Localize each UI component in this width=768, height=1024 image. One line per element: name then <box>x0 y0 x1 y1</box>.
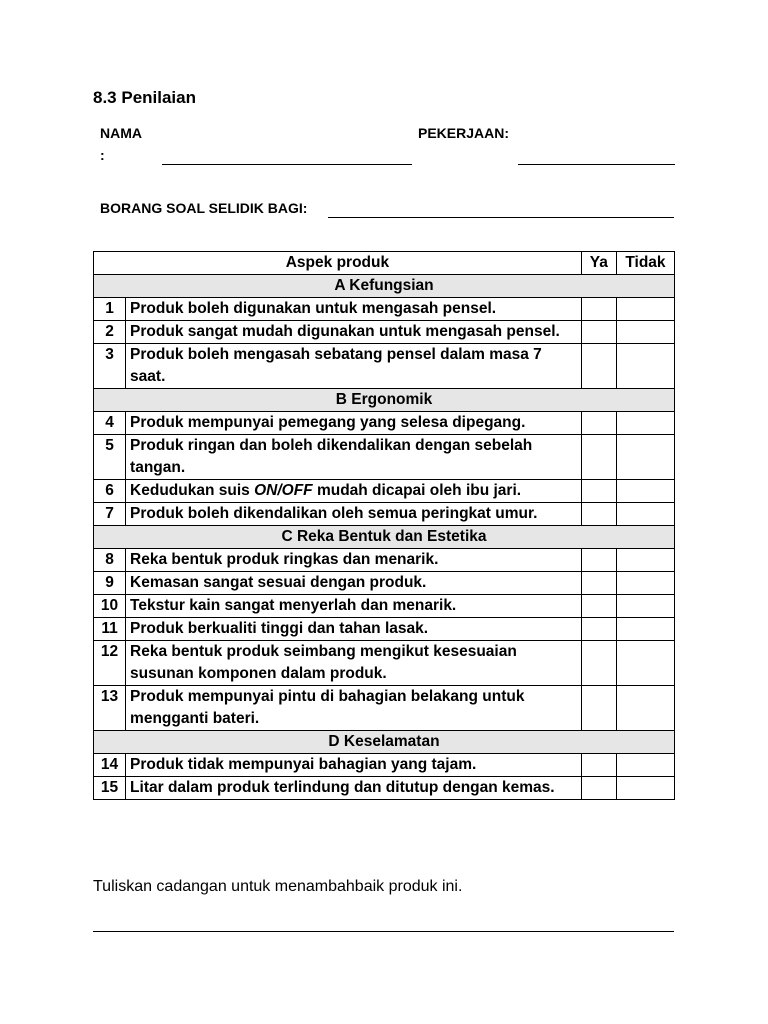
tidak-cell[interactable] <box>616 412 674 435</box>
assessment-table <box>93 251 675 800</box>
section-row <box>94 731 675 754</box>
section-title: D Keselamatan <box>94 731 675 754</box>
header-tidak: Tidak <box>616 252 674 275</box>
tidak-cell[interactable] <box>616 595 674 618</box>
item-number: 8 <box>94 549 126 572</box>
item-text-after: mudah dicapai oleh ibu jari. <box>312 482 522 499</box>
table-row <box>94 641 675 686</box>
borang-label: BORANG SOAL SELIDIK BAGI: <box>100 200 308 216</box>
item-text-italic: ON/OFF <box>254 482 313 499</box>
tidak-cell[interactable] <box>616 572 674 595</box>
ya-cell[interactable] <box>581 686 616 731</box>
header-ya: Ya <box>581 252 616 275</box>
table-row <box>94 572 675 595</box>
item-text: Produk boleh dikendalikan oleh semua peringkat umur. <box>126 503 582 526</box>
table-header-row <box>94 252 675 275</box>
tidak-cell[interactable] <box>616 344 674 389</box>
ya-cell[interactable] <box>581 777 616 800</box>
tidak-cell[interactable] <box>616 641 674 686</box>
tidak-cell[interactable] <box>616 754 674 777</box>
section-row <box>94 526 675 549</box>
item-number: 14 <box>94 754 126 777</box>
table-row <box>94 777 675 800</box>
item-text: Reka bentuk produk ringkas dan menarik. <box>126 549 582 572</box>
section-row <box>94 275 675 298</box>
section-row <box>94 389 675 412</box>
page-title: 8.3 Penilaian <box>93 88 196 107</box>
tidak-cell[interactable] <box>616 549 674 572</box>
section-title: A Kefungsian <box>94 275 675 298</box>
item-number: 6 <box>94 480 126 503</box>
item-number: 10 <box>94 595 126 618</box>
tidak-cell[interactable] <box>616 435 674 480</box>
item-number: 9 <box>94 572 126 595</box>
item-text: Kemasan sangat sesuai dengan produk. <box>126 572 582 595</box>
ya-cell[interactable] <box>581 412 616 435</box>
table-row <box>94 435 675 480</box>
item-text <box>126 480 582 503</box>
item-text: Produk tidak mempunyai bahagian yang tajam. <box>126 754 582 777</box>
item-number: 13 <box>94 686 126 731</box>
item-number: 12 <box>94 641 126 686</box>
item-text: Produk boleh mengasah sebatang pensel dalam masa 7 saat. <box>126 344 582 389</box>
item-number: 4 <box>94 412 126 435</box>
ya-cell[interactable] <box>581 572 616 595</box>
table-row <box>94 549 675 572</box>
item-text: Produk mempunyai pemegang yang selesa dipegang. <box>126 412 582 435</box>
table-row <box>94 344 675 389</box>
tidak-cell[interactable] <box>616 686 674 731</box>
tidak-cell[interactable] <box>616 321 674 344</box>
ya-cell[interactable] <box>581 503 616 526</box>
item-text: Tekstur kain sangat menyerlah dan menarik. <box>126 595 582 618</box>
item-text: Produk berkualiti tinggi dan tahan lasak. <box>126 618 582 641</box>
ya-cell[interactable] <box>581 641 616 686</box>
item-text: Litar dalam produk terlindung dan ditutup dengan kemas. <box>126 777 582 800</box>
nama-field[interactable] <box>162 164 412 165</box>
item-number: 3 <box>94 344 126 389</box>
borang-field[interactable] <box>328 217 674 218</box>
header-aspek: Aspek produk <box>94 252 582 275</box>
tidak-cell[interactable] <box>616 480 674 503</box>
nama-colon: : <box>100 147 105 163</box>
item-text: Reka bentuk produk seimbang mengikut kesesuaian susunan komponen dalam produk. <box>126 641 582 686</box>
item-text: Produk sangat mudah digunakan untuk mengasah pensel. <box>126 321 582 344</box>
item-number: 1 <box>94 298 126 321</box>
tidak-cell[interactable] <box>616 777 674 800</box>
item-text-before: Kedudukan suis <box>130 482 255 499</box>
table-row <box>94 618 675 641</box>
ya-cell[interactable] <box>581 595 616 618</box>
item-text: Produk boleh digunakan untuk mengasah pensel. <box>126 298 582 321</box>
item-text: Produk mempunyai pintu di bahagian belakang untuk mengganti bateri. <box>126 686 582 731</box>
section-title: B Ergonomik <box>94 389 675 412</box>
table-row <box>94 754 675 777</box>
table-row <box>94 595 675 618</box>
ya-cell[interactable] <box>581 480 616 503</box>
section-title: C Reka Bentuk dan Estetika <box>94 526 675 549</box>
item-number: 11 <box>94 618 126 641</box>
tidak-cell[interactable] <box>616 618 674 641</box>
suggestion-field[interactable] <box>93 931 674 932</box>
ya-cell[interactable] <box>581 754 616 777</box>
item-number: 5 <box>94 435 126 480</box>
table-row <box>94 321 675 344</box>
tidak-cell[interactable] <box>616 503 674 526</box>
suggestion-prompt: Tuliskan cadangan untuk menambahbaik produk ini. <box>93 878 463 895</box>
ya-cell[interactable] <box>581 618 616 641</box>
nama-label: NAMA <box>100 125 142 141</box>
table-row <box>94 686 675 731</box>
table-row <box>94 480 675 503</box>
item-number: 2 <box>94 321 126 344</box>
table-row <box>94 298 675 321</box>
table-row <box>94 412 675 435</box>
tidak-cell[interactable] <box>616 298 674 321</box>
ya-cell[interactable] <box>581 435 616 480</box>
ya-cell[interactable] <box>581 321 616 344</box>
item-text: Produk ringan dan boleh dikendalikan dengan sebelah tangan. <box>126 435 582 480</box>
table-row <box>94 503 675 526</box>
ya-cell[interactable] <box>581 344 616 389</box>
ya-cell[interactable] <box>581 549 616 572</box>
ya-cell[interactable] <box>581 298 616 321</box>
pekerjaan-field[interactable] <box>518 164 675 165</box>
pekerjaan-label: PEKERJAAN: <box>418 125 510 141</box>
item-number: 7 <box>94 503 126 526</box>
item-number: 15 <box>94 777 126 800</box>
